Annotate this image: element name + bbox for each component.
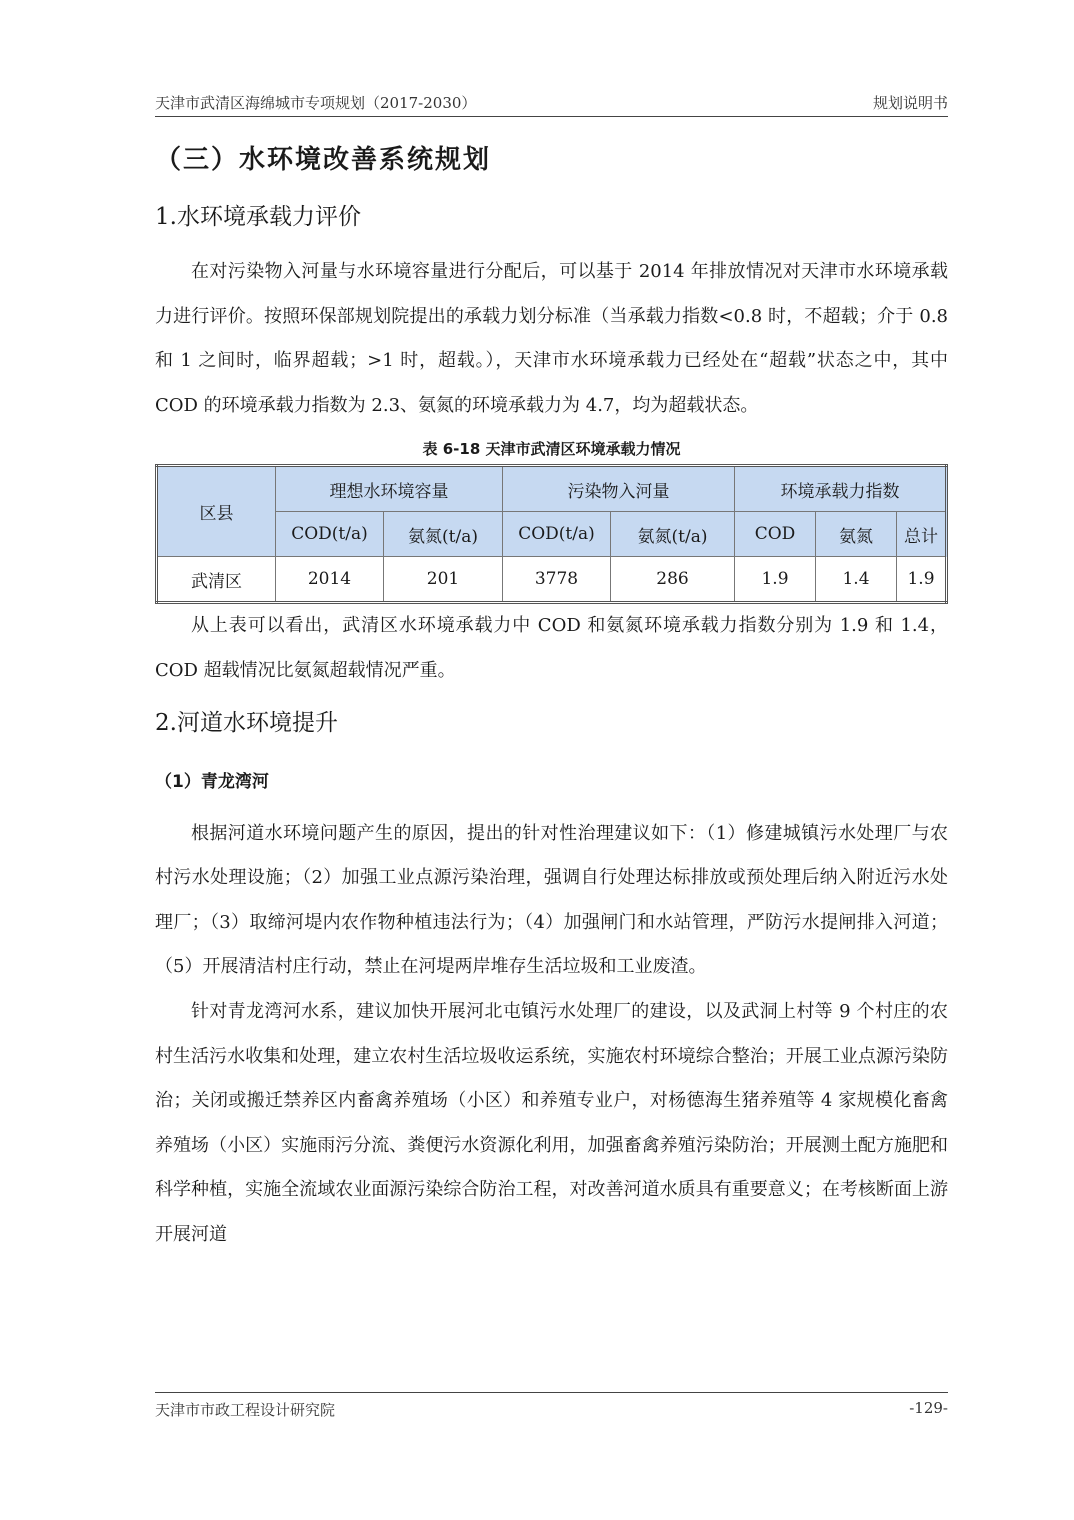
table-cell: 1.9 <box>735 557 816 603</box>
table-subheader: COD(t/a) <box>503 512 611 557</box>
page-content <box>155 140 948 1258</box>
table-cell: 1.9 <box>897 557 947 603</box>
table-caption: 表 6-18 天津市武清区环境承载力情况 <box>422 440 681 459</box>
section-title: （三）水环境改善系统规划 <box>155 145 492 175</box>
heading-river-improvement: 2.河道水环境提升 <box>155 709 338 736</box>
table-subheader: COD <box>735 512 816 557</box>
table-subheader: 总计 <box>897 512 947 557</box>
table-cell: 1.4 <box>816 557 897 603</box>
page-footer <box>155 1392 948 1427</box>
footer-organization: 天津市市政工程设计研究院 <box>155 1401 336 1419</box>
table-header-group: 污染物入河量 <box>503 466 735 512</box>
paragraph-carrying-capacity: 在对污染物入河量与水环境容量进行分配后，可以基于 2014 年排放情况对天津市水环境承载力进行评价。按照环保部规划院提出的承载力划分标准（当承载力指数<0.8 时，不超载；介于 0.8 和 1 之间时，临界超载；>1 时，超载。），天津市水环境承载力已经处在“超载”状态之中，其中 COD 的环境承载力指数为 2.3、氨氮的环境承载力为 4.7，均为超载状态。 <box>155 261 948 416</box>
heading-carrying-capacity: 1.水环境承载力评价 <box>155 204 361 230</box>
page-header <box>155 92 948 117</box>
table-subheader: COD(t/a) <box>276 512 384 557</box>
table-header-region: 区县 <box>157 466 276 557</box>
paragraph-governance-suggestions: 根据河道水环境问题产生的原因，提出的针对性治理建议如下：（1）修建城镇污水处理厂与农村污水处理设施；（2）加强工业点源污染治理，强调自行处理达标排放或预处理后纳入附近污水处理厂；（3）取缔河堤内农作物种植违法行为；（4）加强闸门和水站管理，严防污水提闸排入河道；（5）开展清洁村庄行动，禁止在河堤两岸堆存生活垃圾和工业废渣。 <box>155 822 948 978</box>
table-cell: 286 <box>611 557 735 603</box>
paragraph-table-summary: 从上表可以看出，武清区水环境承载力中 COD 和氨氮环境承载力指数分别为 1.9 和 1.4，COD 超载情况比氨氮超载情况严重。 <box>155 615 948 681</box>
table-cell: 武清区 <box>157 557 276 603</box>
table-cell: 3778 <box>503 557 611 603</box>
table-header-group: 理想水环境容量 <box>276 466 503 512</box>
table-header-group: 环境承载力指数 <box>735 466 947 512</box>
table-header-row <box>157 466 947 512</box>
table-subheader: 氨氮 <box>816 512 897 557</box>
table-subheader: 氨氮(t/a) <box>384 512 503 557</box>
carrying-capacity-table <box>155 464 948 604</box>
table-cell: 201 <box>384 557 503 603</box>
table-subheader: 氨氮(t/a) <box>611 512 735 557</box>
header-title: 天津市武清区海绵城市专项规划（2017-2030） <box>155 94 477 112</box>
header-doc-type: 规划说明书 <box>872 94 948 112</box>
page-number: -129- <box>909 1399 948 1417</box>
table-row <box>157 557 947 603</box>
subheading-qinglongwan-river: （1）青龙湾河 <box>155 771 269 792</box>
table-subheader-row <box>157 512 947 557</box>
paragraph-qinglongwan-measures: 针对青龙湾河水系，建议加快开展河北屯镇污水处理厂的建设，以及武洞上村等 9 个村庄的农村生活污水收集和处理，建立农村生活垃圾收运系统，实施农村环境综合整治；开展工业点源污染防治；关闭或搬迁禁养区内畜禽养殖场（小区）和养殖专业户，对杨德海生猪养殖等 4 家规模化畜禽养殖场（小区）实施雨污分流、粪便污水资源化利用，加强畜禽养殖污染防治；开展测土配方施肥和科学种植，实施全流域农业面源污染综合防治工程，对改善河道水质具有重要意义；在考核断面上游开展河道 <box>155 1000 948 1245</box>
table-cell: 2014 <box>276 557 384 603</box>
